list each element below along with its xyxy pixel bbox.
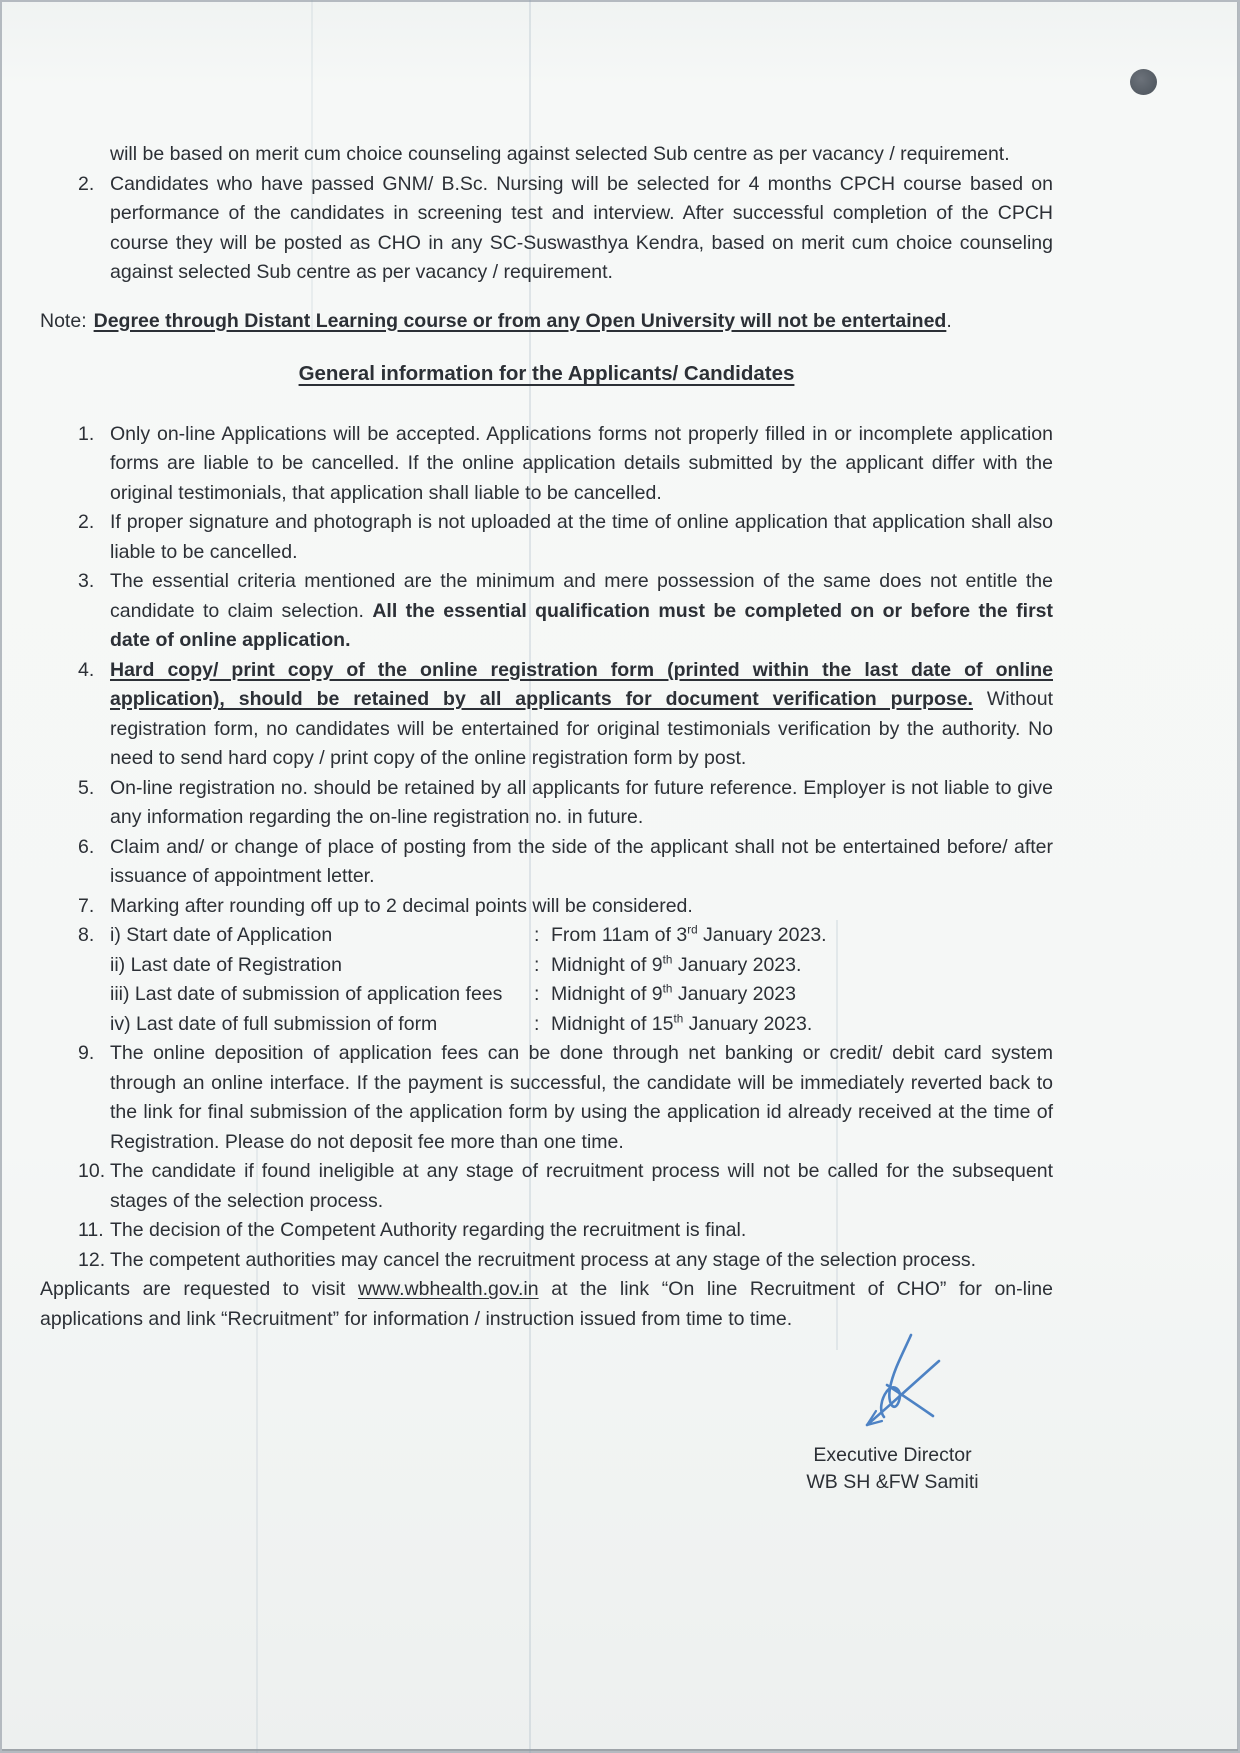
list-item-text: Candidates who have passed GNM/ B.Sc. Nursing will be selected for 4 months CPCH course based on performance of the candidates in screening test and interview. After successful completion of the CPCH course they will be posted as CHO in any SC-Suswasthya Kendra, based on merit cum choice counseling against selected Sub centre as per vacancy / requirement. bbox=[110, 172, 1053, 283]
list-item-text: The online deposition of application fees can be done through net banking or credit/ debit card system through an online interface. If the payment is successful, the candidate will be immediately reverted back to the link for final submission of the application form by using the application id already received at the time of Registration. Please do not deposit fee more than one time. bbox=[110, 1042, 1053, 1153]
date-separator: : bbox=[534, 983, 540, 1005]
date-row bbox=[110, 951, 1053, 981]
list-item bbox=[40, 420, 1053, 509]
ordinal-superscript: rd bbox=[687, 923, 698, 937]
date-schedule bbox=[110, 921, 1053, 1039]
list-item-text: The candidate if found ineligible at any stage of recruitment process will not be called for the subsequent stages of the selection process. bbox=[110, 1160, 1053, 1212]
date-value: Midnight of 15th January 2023. bbox=[551, 1012, 813, 1035]
signoff-title: Executive Director bbox=[813, 1444, 972, 1466]
list-item-text: The competent authorities may cancel the recruitment process at any stage of the selection process. bbox=[110, 1248, 977, 1271]
list-item-number: 2. bbox=[78, 172, 95, 195]
list-item-number: 12. bbox=[78, 1248, 106, 1271]
signoff-org: WB SH &FW Samiti bbox=[806, 1471, 979, 1493]
list-item bbox=[40, 567, 1053, 656]
website-link: www.wbhealth.gov.in bbox=[357, 1278, 539, 1300]
list-item-text: On-line registration no. should be retained by all applicants for future reference. Employer is not liable to give any information regarding the on-line registration no. in future. bbox=[110, 776, 1053, 828]
list-item-text: Only on-line Applications will be accepted. Applications forms not properly filled in or incomplete application forms are liable to be cancelled. If the online application details submitted by the applicant differ with the original testimonials, that application shall liable to be cancelled. bbox=[110, 422, 1053, 504]
list-item-text: The essential criteria mentioned are the minimum and mere possession of the same does not entitle the candidate to claim selection. All the essential qualification must be completed on or before the first date of online application. bbox=[110, 570, 1054, 651]
date-label: i) Start date of Application bbox=[110, 924, 333, 946]
list-item-number: 8. bbox=[78, 924, 95, 946]
emphasized-underlined-text: Hard copy/ print copy of the online registration form (printed within the last date of online application), should be retained by all applicants for document verification purpose. bbox=[110, 658, 1053, 710]
date-value: Midnight of 9th January 2023 bbox=[551, 982, 796, 1005]
document-body bbox=[40, 140, 1053, 1334]
footer-paragraph: Applicants are requested to visit www.wbhealth.gov.in at the link “On line Recruitment of CHO” for on-line applications and link “Recruitment” for information / instruction issued from time to time. bbox=[40, 1278, 1053, 1330]
emphasized-text: All the essential qualification must be completed on or before the first date of online application. bbox=[110, 599, 1054, 651]
list-item-number: 2. bbox=[78, 511, 95, 533]
list-item-number: 9. bbox=[78, 1042, 95, 1064]
ordinal-superscript: th bbox=[662, 953, 673, 966]
list-item-number: 3. bbox=[78, 570, 95, 592]
note-label: Note: bbox=[40, 309, 87, 332]
list-item bbox=[40, 1039, 1053, 1157]
date-row bbox=[110, 980, 1053, 1010]
list-item bbox=[40, 656, 1053, 774]
date-label: ii) Last date of Registration bbox=[110, 953, 342, 976]
list-item bbox=[40, 833, 1053, 892]
signature bbox=[827, 1332, 959, 1444]
date-separator: : bbox=[534, 924, 540, 946]
list-item bbox=[40, 170, 1053, 288]
list-item-text: Claim and/ or change of place of posting from the side of the applicant shall not be entertained before/ after issuance of appointment letter. bbox=[110, 835, 1053, 887]
list-item-number: 10. bbox=[78, 1160, 106, 1182]
note-period: . bbox=[946, 309, 952, 332]
list-item-number: 1. bbox=[78, 422, 95, 445]
list-item bbox=[40, 1216, 1053, 1246]
list-item-text: Hard copy/ print copy of the online registration form (printed within the last date of online application), should be retained by all applicants for document verification purpose. Without registration form, no candidates will be entertained for original testimonials verification by the authority. No need to send hard copy / print copy of the online registration form by post. bbox=[110, 658, 1053, 769]
carryover-text: will be based on merit cum choice counseling against selected Sub centre as per vacancy / requirement. bbox=[110, 143, 1010, 165]
list-item bbox=[40, 774, 1053, 833]
signoff-block bbox=[770, 1332, 1015, 1496]
date-value: Midnight of 9th January 2023. bbox=[551, 953, 802, 976]
carryover-paragraph bbox=[110, 140, 1053, 170]
list-item-number: 7. bbox=[78, 894, 95, 917]
general-info-list bbox=[40, 420, 1053, 1276]
list-item bbox=[40, 892, 1053, 922]
date-separator: : bbox=[534, 1012, 540, 1035]
date-label: iii) Last date of submission of application fees bbox=[110, 983, 503, 1005]
section-heading-wrap bbox=[40, 359, 1053, 390]
date-row bbox=[110, 921, 1053, 951]
list-item bbox=[40, 1157, 1053, 1216]
list-item-number: 4. bbox=[78, 658, 95, 681]
list-item-number: 6. bbox=[78, 835, 95, 858]
ordinal-superscript: th bbox=[673, 1012, 684, 1025]
ordinal-superscript: th bbox=[662, 982, 673, 996]
date-row bbox=[110, 1010, 1053, 1040]
date-value: From 11am of 3rd January 2023. bbox=[551, 923, 827, 946]
list-item bbox=[40, 1246, 1053, 1276]
punch-hole-mark bbox=[1130, 69, 1157, 95]
list-item bbox=[40, 921, 1053, 1039]
list-item-number: 11. bbox=[78, 1219, 104, 1241]
list-item-text: The decision of the Competent Authority regarding the recruitment is final. bbox=[110, 1219, 747, 1241]
list-item-text: Marking after rounding off up to 2 decimal points will be considered. bbox=[110, 894, 693, 917]
note-line bbox=[40, 307, 1053, 337]
date-label: iv) Last date of full submission of form bbox=[110, 1012, 438, 1035]
section-heading: General information for the Applicants/ Candidates bbox=[298, 362, 795, 385]
list-item-text: If proper signature and photograph is not uploaded at the time of online application that application shall also liable to be cancelled. bbox=[110, 511, 1053, 563]
list-item bbox=[40, 508, 1053, 567]
note-text: Degree through Distant Learning course or from any Open University will not be entertained bbox=[93, 309, 947, 332]
list-item-number: 5. bbox=[78, 776, 95, 799]
date-separator: : bbox=[534, 953, 540, 976]
